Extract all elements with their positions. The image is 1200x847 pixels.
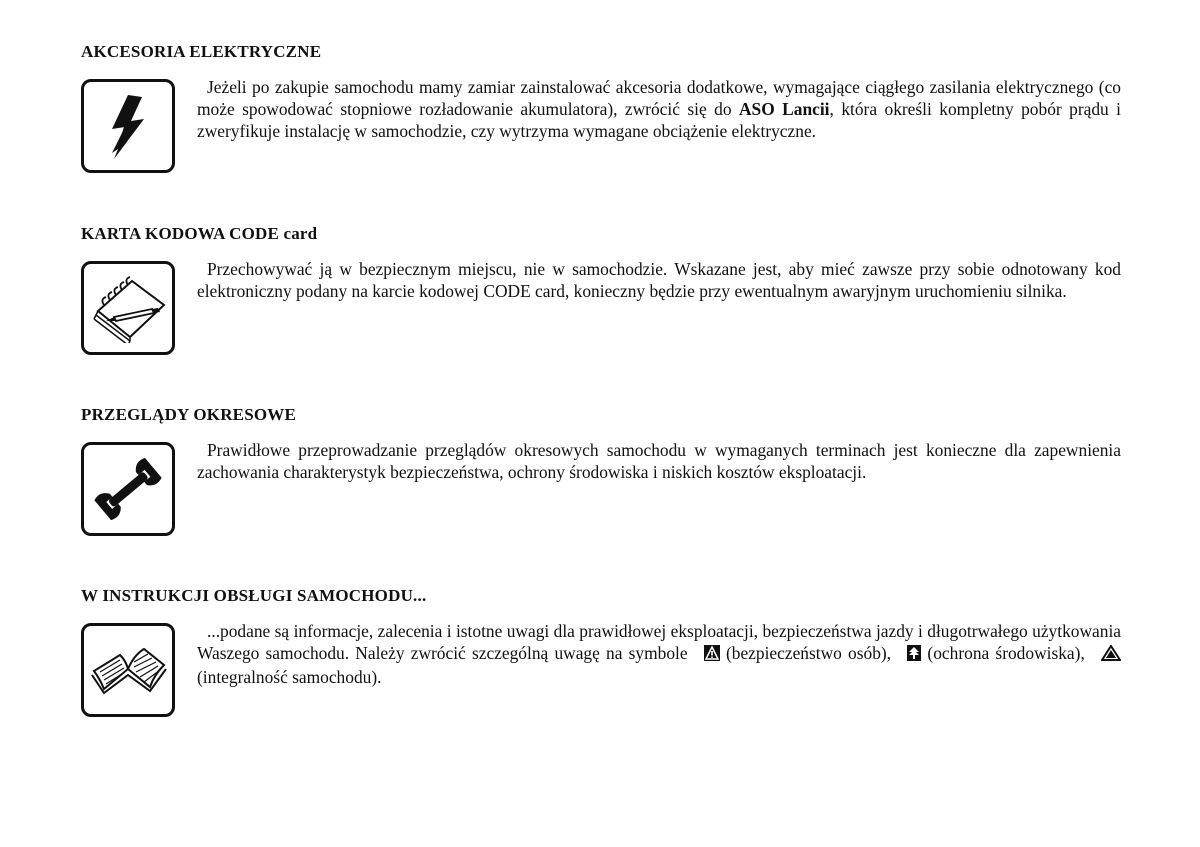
section-heading: PRZEGLĄDY OKRESOWE [81, 405, 297, 424]
body-text-part: (ochrona środowiska), [921, 643, 1091, 663]
body-text-part: (bezpieczeństwo osób), [719, 643, 898, 663]
body-text-part: , która określi kompletny pobór prądu i zweryfikuje instalację w samochodzie, czy wytrzyma wymagane obciążenie elektryczne. [197, 99, 1121, 141]
open-book-icon [81, 623, 175, 717]
vehicle-integrity-icon [1091, 644, 1121, 666]
notebook-pencil-icon [81, 261, 175, 355]
section-instrukcja [81, 586, 1121, 726]
section-karta-kodowa [81, 224, 1121, 364]
section-przeglady [81, 405, 1121, 545]
body-text-part: ...podane są informacje, zalecenia i istotne uwagi dla prawidłowej eksploatacji, bezpieczeństwa jazdy i długotrwałego użytkowania Waszego samochodu. Należy zwrócić szczególną uwagę na symbole [197, 621, 1121, 663]
section-heading: KARTA KODOWA CODE card [81, 224, 318, 243]
section-heading: W INSTRUKCJI OBSŁUGI SAMOCHODU... [81, 586, 427, 605]
section-body: Przechowywać ją w bezpiecznym miejscu, nie w samochodzie. Wskazane jest, aby mieć zawsze przy sobie odnotowany kod elektroniczny podany na karcie kodowej CODE card, konieczny będzie przy ewentualnym awaryjnym uruchomieniu silnika. [197, 259, 1121, 301]
section-body: Prawidłowe przeprowadzanie przeglądów okresowych samochodu w wymaganych terminach jest konieczne dla zapewnienia zachowania charakterystyk bezpieczeństwa, ochrony środowiska i niskich kosztów eksploatacji. [197, 440, 1121, 482]
wrench-icon [81, 442, 175, 536]
section-body [197, 76, 1121, 142]
environment-protection-icon [897, 644, 921, 666]
aso-lancia-bold: ASO Lancii [738, 99, 830, 119]
section-body [197, 620, 1121, 688]
body-text-part: Jeżeli po zakupie samochodu mamy zamiar zainstalować akcesoria dodatkowe, wymagające ciągłego zasilania elektrycznego (co może spowodować stopniowe rozładowanie akumulatora), zwrócić się do [197, 77, 1121, 119]
warning-person-safety-icon [694, 644, 720, 666]
body-text-part: (integralność samochodu). [197, 667, 382, 687]
section-heading: AKCESORIA ELEKTRYCZNE [81, 42, 322, 61]
section-akcesoria [81, 42, 1121, 182]
lightning-bolt-icon [81, 79, 175, 173]
